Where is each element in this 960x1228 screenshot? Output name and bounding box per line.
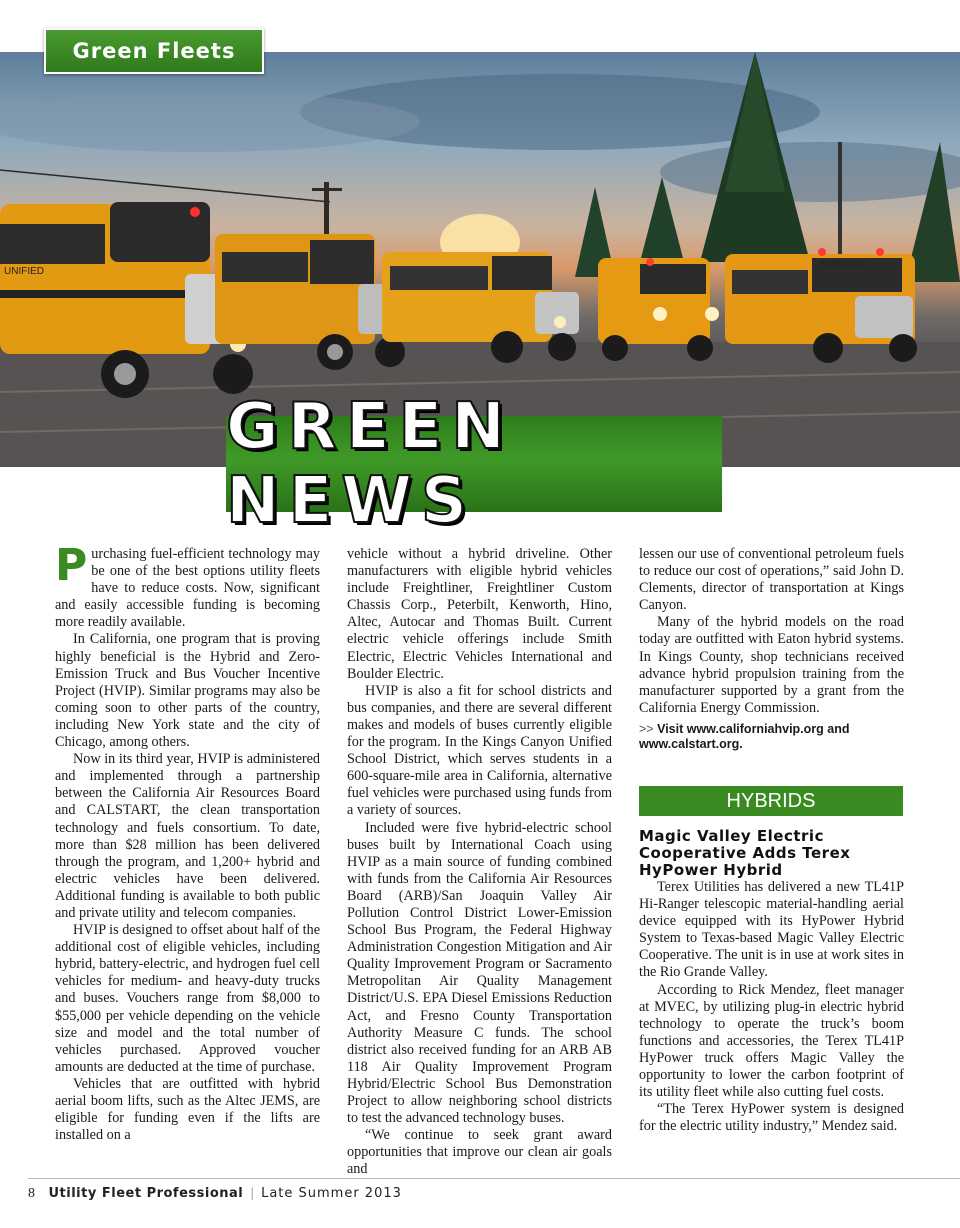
paragraph: Many of the hybrid models on the road today are outfitted with Eaton hybrid systems. In Kings County, shop technicians received advance hybrid propulsion training from the manufacturer supported by a grant from the California Energy Commission. xyxy=(639,614,904,716)
footer-separator: | xyxy=(250,1186,254,1201)
paragraph: Terex Utilities has delivered a new TL41P Hi-Ranger telescopic material-handling aerial device equipped with its HyPower Hybrid System to Texas-based Magic Valley Electric Cooperative. The unit is in use at work sites in the Rio Grande Valley. xyxy=(639,878,904,981)
paragraph: According to Rick Mendez, fleet manager at MVEC, by utilizing plug-in electric hybrid technology to operate the truck’s boom functions and accessories, the Terex TL41P HyPower truck offers Magic Valley the opportunity to lower the carbon footprint of its utility fleet while also cutting fuel costs. xyxy=(639,981,904,1101)
paragraph: In California, one program that is proving highly beneficial is the Hybrid and Zero-Emission Truck and Bus Voucher Incentive Project (HVIP). Similar programs may also be coming soon to other parts of the country, including New York state and the city of Chicago, among others. xyxy=(55,631,320,751)
issue-date: Late Summer 2013 xyxy=(261,1186,402,1201)
article-column-3 xyxy=(639,546,904,1135)
hybrids-section-header: HYBRIDS xyxy=(639,786,903,816)
paragraph: lessen our use of conventional petroleum fuels to reduce our cost of operations,” said John D. Clements, director of transportation at Kings Canyon. xyxy=(639,546,904,614)
footer-rule xyxy=(28,1178,960,1179)
paragraph xyxy=(55,540,320,631)
paragraph: Now in its third year, HVIP is administered and implemented through a partnership between the California Air Resources Board and CALSTART, the clean transportation technology and fuels consortium. To date, more than $28 million has been delivered through the program, and 1,200+ hybrid and electric vehicles have been delivered. Additional funding is available to both public and private utility and telecom companies. xyxy=(55,751,320,921)
bus-label: UNIFIED xyxy=(4,266,44,277)
article-column-1 xyxy=(55,540,320,1144)
paragraph: Included were five hybrid-electric school buses built by International Coach using HVIP as a main source of funding combined with funds from the California Air Resources Board (ARB)/San Joaquin Valley Air Pollution Control District Lower-Emission School Bus Program, the Federal Highway Administration Congestion Mitigation and Air Quality Improvement Program or Sacramento Metropolitan Air Quality Management District/U.S. EPA Diesel Emissions Reduction Act, and Fresno County Transportation Authority Measure C funds. The school district also received funding for an ARB AB 118 Air Quality Improvement Program Hybrid/Electric School Bus Demonstration Project to allow neighboring school districts to test the advanced technology buses. xyxy=(347,819,612,1127)
paragraph-text: urchasing fuel-efficient technology may be one of the best options utility fleets have to reduce costs. Now, significant and easily accessible funding is becoming more readily available. xyxy=(55,546,320,631)
section-tab: Green Fleets xyxy=(44,28,264,74)
page-footer xyxy=(28,1186,402,1202)
magazine-title: Utility Fleet Professional xyxy=(48,1186,244,1201)
paragraph: HVIP is also a fit for school districts and bus companies, and there are several different makes and models of buses currently eligible for the program. In the Kings Canyon Unified School District, which serves students in a 600-square-mile area in California, alternative fuel vehicles were purchased using funds from a variety of sources. xyxy=(347,682,612,819)
bus-label: SCHOOL BUS xyxy=(820,261,866,268)
green-news-banner xyxy=(226,390,722,538)
paragraph: HVIP is designed to offset about half of the additional cost of eligible vehicles, including hybrid, battery-electric, and hydrogen fuel cell vehicles for medium- and heavy-duty trucks and buses. Vouchers range from $8,000 to $55,000 per vehicle depending on the vehicle size and model and the total number of vehicles purchased. Approved voucher amounts are deducted at the time of purchase. xyxy=(55,922,320,1075)
paragraph: Vehicles that are outfitted with hybrid aerial boom lifts, such as the Altec JEMS, are eligible for funding even if the lifts are installed on a xyxy=(55,1075,320,1144)
drop-cap: P xyxy=(55,540,88,591)
paragraph: “The Terex HyPower system is designed for the electric utility industry,” Mendez said. xyxy=(639,1101,904,1135)
page-number: 8 xyxy=(28,1186,35,1201)
article-headline: Magic Valley Electric Cooperative Adds Terex HyPower Hybrid xyxy=(639,826,851,879)
banner-title: GREEN NEWS xyxy=(226,390,514,538)
visit-text[interactable]: Visit www.californiahvip.org and www.calstart.org. xyxy=(639,721,850,751)
article-column-2 xyxy=(347,546,612,1178)
double-arrow-icon: >> xyxy=(639,721,654,736)
visit-links[interactable] xyxy=(639,722,904,752)
paragraph: vehicle without a hybrid driveline. Other manufacturers with eligible hybrid vehicles include Freightliner, Freightliner Custom Chassis Corp., Peterbilt, Kenworth, Hino, Altec, Autocar and Thomas Built. Current electric vehicle offerings include Smith Electric, Electric Vehicles International and Boulder Electric. xyxy=(347,546,612,682)
paragraph: “We continue to seek grant award opportunities that improve our clean air goals and xyxy=(347,1127,612,1178)
